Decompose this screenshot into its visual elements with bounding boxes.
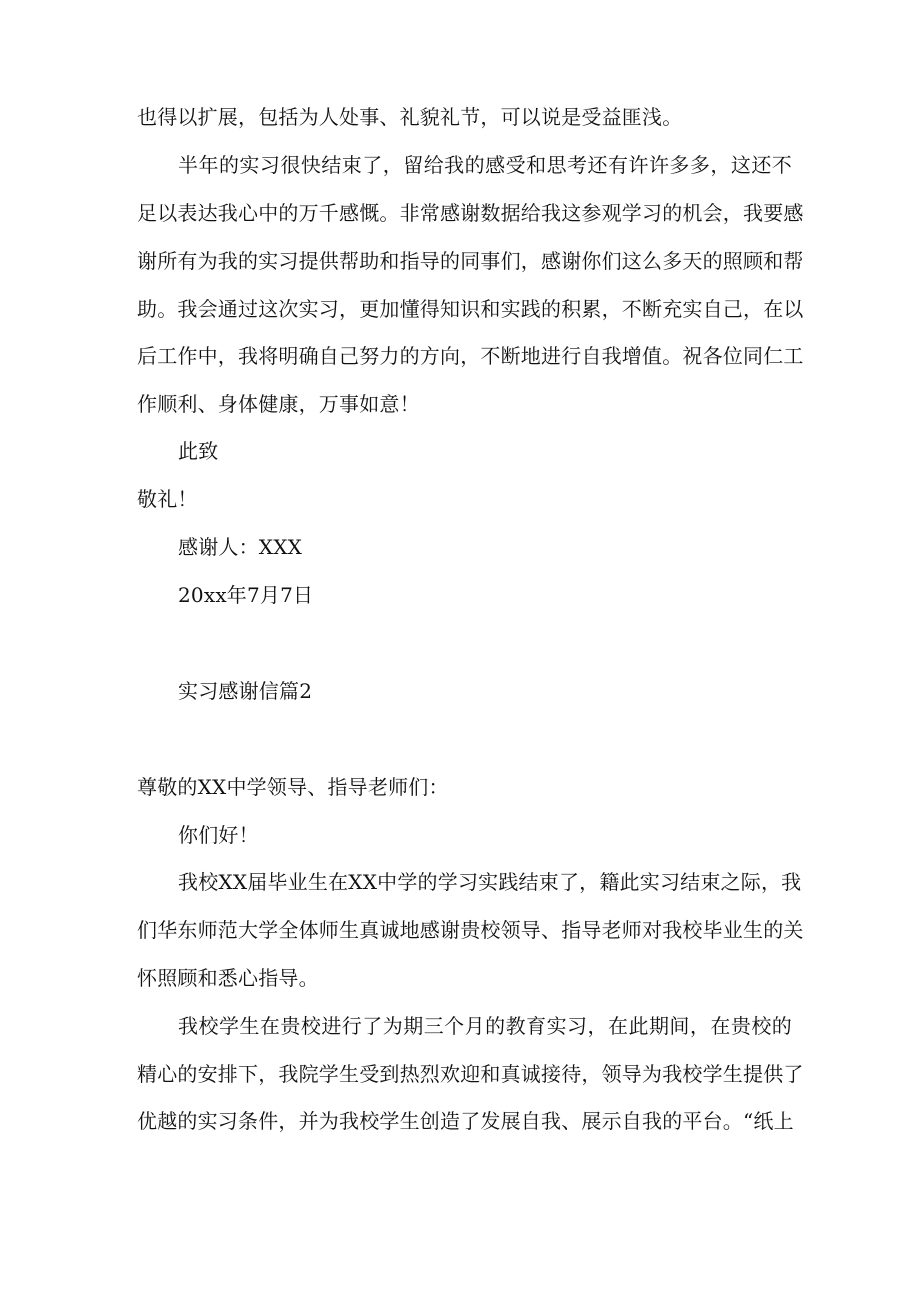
paragraph-line: 足以表达我心中的万千感慨。非常感谢数据给我这参观学习的机会，我要感 [137, 201, 804, 225]
paragraph-line: 怀照顾和悉心指导。 [137, 966, 319, 990]
paragraph-line: 半年的实习很快结束了，留给我的感受和思考还有许许多多，这还不 [178, 153, 792, 177]
paragraph-line: 作顺利、身体健康，万事如意！ [137, 392, 420, 416]
salutation-line: 敬礼！ [137, 487, 198, 511]
paragraph-line: 我校学生在贵校进行了为期三个月的教育实习，在此期间，在贵校的 [178, 1014, 792, 1038]
greeting-line: 尊敬的XX中学领导、指导老师们： [137, 775, 449, 799]
paragraph-line: 们华东师范大学全体师生真诚地感谢贵校领导、指导老师对我校毕业生的关 [137, 918, 804, 942]
paragraph-line: 也得以扩展，包括为人处事、礼貌礼节，可以说是受益匪浅。 [137, 105, 683, 129]
signature-line: 感谢人：XXX [178, 535, 303, 559]
paragraph-line: 精心的安排下，我院学生受到热烈欢迎和真诚接待，领导为我校学生提供了 [137, 1062, 804, 1086]
closing-line: 此致 [178, 439, 219, 463]
greeting-line: 你们好！ [178, 823, 259, 847]
paragraph-line: 谢所有为我的实习提供帮助和指导的同事们，感谢你们这么多天的照顾和帮 [137, 249, 804, 273]
paragraph-line: 助。我会通过这次实习，更加懂得知识和实践的积累，不断充实自己，在以 [137, 297, 804, 321]
paragraph-line: 后工作中，我将明确自己努力的方向，不断地进行自我增值。祝各位同仁工 [137, 344, 804, 368]
paragraph-line: 优越的实习条件，并为我校学生创造了发展自我、展示自我的平台。“纸上 [137, 1109, 794, 1133]
date-line: 20xx年7月7日 [178, 583, 314, 607]
section-title: 实习感谢信篇2 [178, 679, 313, 703]
paragraph-line: 我校XX届毕业生在XX中学的学习实践结束了，籍此实习结束之际，我 [178, 870, 802, 894]
